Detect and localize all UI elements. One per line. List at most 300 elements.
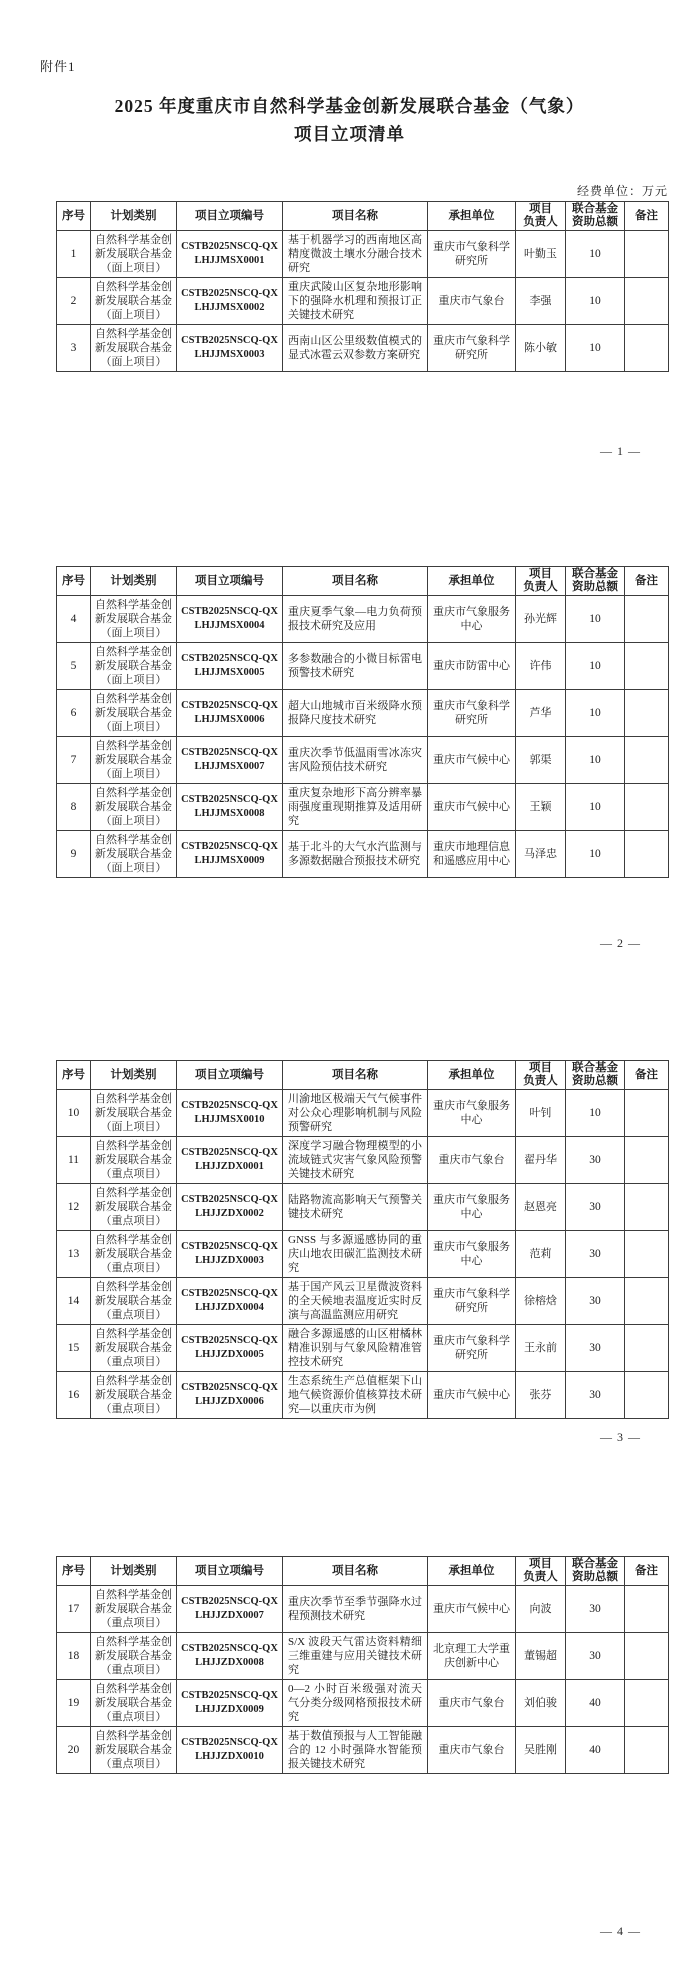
- cell-remark: [625, 784, 669, 831]
- table-row: [57, 1633, 669, 1680]
- cell-undertaking-org: 重庆市气象科学研究所: [428, 1278, 516, 1325]
- category-text: 自然科学基金创新发展联合基金: [95, 1636, 172, 1662]
- table-header-row: [57, 567, 669, 596]
- cell-project-title: 融合多源遥感的山区柑橘林精准识别与气象风险精准管控技术研究: [283, 1325, 428, 1372]
- cell-index: 15: [57, 1325, 91, 1372]
- cell-undertaking-org: 重庆市地理信息和遥感应用中心: [428, 831, 516, 878]
- category-text: 自然科学基金创新发展联合基金: [95, 281, 172, 307]
- cell-project-leader: 范莉: [516, 1231, 566, 1278]
- header-remark: 备注: [625, 567, 669, 596]
- cell-undertaking-org: 重庆市气候中心: [428, 1586, 516, 1633]
- cell-index: 20: [57, 1727, 91, 1774]
- project-code-line2: LHJJMSX0005: [194, 667, 265, 678]
- cell-undertaking-org: 重庆市气象台: [428, 1727, 516, 1774]
- cell-fund-amount: 30: [566, 1325, 625, 1372]
- project-code-line2: LHJJZDX0009: [195, 1704, 264, 1715]
- cell-fund-amount: 10: [566, 784, 625, 831]
- cell-project-leader: 芦华: [516, 690, 566, 737]
- cell-project-title: 基于北斗的大气水汽监测与多源数据融合预报技术研究: [283, 831, 428, 878]
- category-subtype: （面上项目）: [100, 309, 167, 321]
- project-code-line1: CSTB2025NSCQ-QX: [181, 653, 278, 664]
- project-code-line1: CSTB2025NSCQ-QX: [181, 1147, 278, 1158]
- cell-undertaking-org: 重庆市气象服务中心: [428, 1184, 516, 1231]
- cell-fund-amount: 10: [566, 231, 625, 278]
- table-row: [57, 831, 669, 878]
- header-index: 序号: [57, 1061, 91, 1090]
- table-row: [57, 1586, 669, 1633]
- category-text: 自然科学基金创新发展联合基金: [95, 1093, 172, 1119]
- document-title-line1: 2025 年度重庆市自然科学基金创新发展联合基金（气象）: [114, 96, 585, 116]
- header-leader-line2: 负责人: [523, 581, 558, 593]
- header-project-code: 项目立项编号: [177, 1557, 283, 1586]
- cell-remark: [625, 278, 669, 325]
- header-amount-line1: 联合基金: [572, 203, 618, 215]
- category-subtype: （重点项目）: [100, 1356, 167, 1368]
- project-code-line2: LHJJMSX0008: [194, 808, 265, 819]
- cell-remark: [625, 1633, 669, 1680]
- cell-index: 10: [57, 1090, 91, 1137]
- cell-index: 19: [57, 1680, 91, 1727]
- funding-unit-note: 经费单位：万元: [576, 184, 668, 198]
- header-fund-amount: [566, 1557, 625, 1586]
- cell-index: 3: [57, 325, 91, 372]
- category-text: 自然科学基金创新发展联合基金: [95, 599, 172, 625]
- header-undertaking-org: 承担单位: [428, 1557, 516, 1586]
- header-project-code: 项目立项编号: [177, 202, 283, 231]
- header-project-title: 项目名称: [283, 1061, 428, 1090]
- project-code-line1: CSTB2025NSCQ-QX: [181, 1690, 278, 1701]
- cell-fund-amount: 10: [566, 596, 625, 643]
- cell-project-leader: 翟丹华: [516, 1137, 566, 1184]
- header-fund-amount: [566, 567, 625, 596]
- cell-project-title: 基于机器学习的西南地区高精度微波土壤水分融合技术研究: [283, 231, 428, 278]
- cell-project-leader: 叶勤玉: [516, 231, 566, 278]
- header-undertaking-org: 承担单位: [428, 202, 516, 231]
- project-code-line2: LHJJZDX0007: [195, 1610, 264, 1621]
- project-code-line1: CSTB2025NSCQ-QX: [181, 1335, 278, 1346]
- project-code-line2: LHJJMSX0007: [194, 761, 265, 772]
- cell-fund-amount: 10: [566, 831, 625, 878]
- project-code-line1: CSTB2025NSCQ-QX: [181, 1382, 278, 1393]
- cell-undertaking-org: 重庆市气象科学研究所: [428, 1325, 516, 1372]
- cell-project-code: [177, 1184, 283, 1231]
- cell-project-title: 重庆复杂地形下高分辨率暴雨强度重现期推算及适用研究: [283, 784, 428, 831]
- cell-project-title: 基于国产风云卫星微波资料的全天候地表温度近实时反演与高温监测应用研究: [283, 1278, 428, 1325]
- category-subtype: （重点项目）: [100, 1664, 167, 1676]
- page-number-3: — 3 —: [600, 1430, 641, 1444]
- cell-remark: [625, 1680, 669, 1727]
- cell-remark: [625, 1137, 669, 1184]
- table-row: [57, 784, 669, 831]
- project-code-line2: LHJJMSX0003: [194, 349, 265, 360]
- category-text: 自然科学基金创新发展联合基金: [95, 740, 172, 766]
- header-amount-line1: 联合基金: [572, 568, 618, 580]
- cell-project-leader: 张芬: [516, 1372, 566, 1419]
- category-subtype: （面上项目）: [100, 356, 167, 368]
- category-text: 自然科学基金创新发展联合基金: [95, 1589, 172, 1615]
- project-code-line1: CSTB2025NSCQ-QX: [181, 241, 278, 252]
- cell-undertaking-org: 重庆市气象台: [428, 278, 516, 325]
- cell-index: 4: [57, 596, 91, 643]
- header-leader-line2: 负责人: [523, 1075, 558, 1087]
- project-code-line1: CSTB2025NSCQ-QX: [181, 747, 278, 758]
- cell-plan-category: [91, 643, 177, 690]
- header-index: 序号: [57, 567, 91, 596]
- cell-plan-category: [91, 231, 177, 278]
- header-project-title: 项目名称: [283, 567, 428, 596]
- cell-project-code: [177, 690, 283, 737]
- cell-fund-amount: 30: [566, 1633, 625, 1680]
- category-text: 自然科学基金创新发展联合基金: [95, 1683, 172, 1709]
- cell-index: 16: [57, 1372, 91, 1419]
- cell-plan-category: [91, 1278, 177, 1325]
- table-row: [57, 596, 669, 643]
- cell-project-leader: 郭渠: [516, 737, 566, 784]
- document-title-line2: 项目立项清单: [294, 124, 405, 144]
- cell-fund-amount: 10: [566, 325, 625, 372]
- cell-project-code: [177, 596, 283, 643]
- project-table: [56, 566, 669, 878]
- table-row: [57, 1184, 669, 1231]
- cell-remark: [625, 325, 669, 372]
- project-table-page-3: [56, 1060, 670, 1419]
- cell-project-code: [177, 1633, 283, 1680]
- table-row: [57, 325, 669, 372]
- category-subtype: （重点项目）: [100, 1215, 167, 1227]
- header-amount-line1: 联合基金: [572, 1558, 618, 1570]
- cell-project-leader: 徐榕焓: [516, 1278, 566, 1325]
- category-subtype: （面上项目）: [100, 627, 167, 639]
- cell-index: 1: [57, 231, 91, 278]
- table-row: [57, 1680, 669, 1727]
- header-project-title: 项目名称: [283, 202, 428, 231]
- cell-remark: [625, 1090, 669, 1137]
- cell-project-title: 深度学习融合物理模型的小流域链式灾害气象风险预警关键技术研究: [283, 1137, 428, 1184]
- category-subtype: （面上项目）: [100, 721, 167, 733]
- header-project-code: 项目立项编号: [177, 567, 283, 596]
- cell-project-leader: 王永前: [516, 1325, 566, 1372]
- cell-fund-amount: 10: [566, 1090, 625, 1137]
- header-index: 序号: [57, 1557, 91, 1586]
- category-text: 自然科学基金创新发展联合基金: [95, 1140, 172, 1166]
- project-code-line2: LHJJMSX0009: [194, 855, 265, 866]
- cell-project-title: 川渝地区极端天气气候事件对公众心理影响机制与风险预警研究: [283, 1090, 428, 1137]
- cell-index: 11: [57, 1137, 91, 1184]
- cell-project-leader: 马泽忠: [516, 831, 566, 878]
- cell-project-leader: 王颖: [516, 784, 566, 831]
- cell-undertaking-org: 重庆市气象服务中心: [428, 1090, 516, 1137]
- project-code-line1: CSTB2025NSCQ-QX: [181, 794, 278, 805]
- cell-fund-amount: 30: [566, 1586, 625, 1633]
- project-code-line2: LHJJMSX0004: [194, 620, 265, 631]
- cell-project-title: 重庆夏季气象—电力负荷预报技术研究及应用: [283, 596, 428, 643]
- header-fund-amount: [566, 202, 625, 231]
- cell-project-code: [177, 325, 283, 372]
- cell-project-title: 重庆次季节低温雨雪冰冻灾害风险预估技术研究: [283, 737, 428, 784]
- table-row: [57, 1372, 669, 1419]
- document-title: [0, 92, 699, 148]
- category-text: 自然科学基金创新发展联合基金: [95, 1730, 172, 1756]
- cell-project-leader: 陈小敏: [516, 325, 566, 372]
- cell-plan-category: [91, 1184, 177, 1231]
- header-project-leader: [516, 1061, 566, 1090]
- cell-project-title: 基于数值预报与人工智能融合的 12 小时强降水智能预报关键技术研究: [283, 1727, 428, 1774]
- table-row: [57, 1231, 669, 1278]
- cell-fund-amount: 30: [566, 1278, 625, 1325]
- table-row: [57, 1090, 669, 1137]
- project-code-line2: LHJJZDX0001: [195, 1161, 264, 1172]
- cell-fund-amount: 40: [566, 1680, 625, 1727]
- table-header-row: [57, 202, 669, 231]
- table-row: [57, 690, 669, 737]
- header-index: 序号: [57, 202, 91, 231]
- header-leader-line1: 项目: [529, 568, 552, 580]
- cell-index: 17: [57, 1586, 91, 1633]
- project-code-line2: LHJJZDX0008: [195, 1657, 264, 1668]
- cell-plan-category: [91, 1137, 177, 1184]
- project-code-line1: CSTB2025NSCQ-QX: [181, 700, 278, 711]
- header-amount-line2: 资助总额: [572, 581, 618, 593]
- project-table-page-4: [56, 1556, 670, 1774]
- attachment-label: 附件1: [40, 59, 76, 74]
- category-text: 自然科学基金创新发展联合基金: [95, 693, 172, 719]
- category-subtype: （面上项目）: [100, 862, 167, 874]
- project-table: [56, 201, 669, 372]
- category-subtype: （重点项目）: [100, 1403, 167, 1415]
- cell-plan-category: [91, 1231, 177, 1278]
- category-subtype: （面上项目）: [100, 815, 167, 827]
- cell-fund-amount: 10: [566, 643, 625, 690]
- header-plan-category: 计划类别: [91, 567, 177, 596]
- header-remark: 备注: [625, 1557, 669, 1586]
- cell-index: 6: [57, 690, 91, 737]
- cell-remark: [625, 1727, 669, 1774]
- cell-fund-amount: 10: [566, 690, 625, 737]
- category-text: 自然科学基金创新发展联合基金: [95, 1281, 172, 1307]
- category-subtype: （重点项目）: [100, 1758, 167, 1770]
- header-amount-line2: 资助总额: [572, 1571, 618, 1583]
- cell-undertaking-org: 重庆市气象科学研究所: [428, 231, 516, 278]
- table-row: [57, 278, 669, 325]
- cell-remark: [625, 643, 669, 690]
- cell-project-leader: 叶钊: [516, 1090, 566, 1137]
- cell-index: 13: [57, 1231, 91, 1278]
- cell-undertaking-org: 重庆市气候中心: [428, 1372, 516, 1419]
- header-amount-line2: 资助总额: [572, 1075, 618, 1087]
- cell-undertaking-org: 北京理工大学重庆创新中心: [428, 1633, 516, 1680]
- cell-project-code: [177, 278, 283, 325]
- category-text: 自然科学基金创新发展联合基金: [95, 646, 172, 672]
- cell-project-leader: 赵恩亮: [516, 1184, 566, 1231]
- category-subtype: （重点项目）: [100, 1168, 167, 1180]
- cell-project-leader: 向波: [516, 1586, 566, 1633]
- category-subtype: （面上项目）: [100, 1121, 167, 1133]
- cell-plan-category: [91, 784, 177, 831]
- cell-project-leader: 许伟: [516, 643, 566, 690]
- page-number-2: — 2 —: [600, 936, 641, 950]
- project-code-line1: CSTB2025NSCQ-QX: [181, 1194, 278, 1205]
- project-code-line2: LHJJZDX0010: [195, 1751, 264, 1762]
- cell-plan-category: [91, 1633, 177, 1680]
- project-code-line2: LHJJMSX0001: [194, 255, 265, 266]
- category-subtype: （重点项目）: [100, 1711, 167, 1723]
- cell-undertaking-org: 重庆市气象台: [428, 1680, 516, 1727]
- cell-index: 14: [57, 1278, 91, 1325]
- table-header-row: [57, 1557, 669, 1586]
- cell-project-code: [177, 1680, 283, 1727]
- cell-project-code: [177, 831, 283, 878]
- header-leader-line2: 负责人: [523, 216, 558, 228]
- cell-project-title: 西南山区公里级数值模式的显式冰雹云双参数方案研究: [283, 325, 428, 372]
- cell-project-title: S/X 波段天气雷达资料精细三维重建与应用关键技术研究: [283, 1633, 428, 1680]
- cell-remark: [625, 1278, 669, 1325]
- cell-project-leader: 孙光辉: [516, 596, 566, 643]
- table-header-row: [57, 1061, 669, 1090]
- cell-project-title: 多参数融合的小微目标雷电预警技术研究: [283, 643, 428, 690]
- cell-project-leader: 董锡超: [516, 1633, 566, 1680]
- project-code-line1: CSTB2025NSCQ-QX: [181, 606, 278, 617]
- project-code-line1: CSTB2025NSCQ-QX: [181, 1100, 278, 1111]
- project-code-line2: LHJJMSX0010: [194, 1114, 265, 1125]
- page-number-4: — 4 —: [600, 1924, 641, 1938]
- project-table: [56, 1556, 669, 1774]
- cell-undertaking-org: 重庆市气象科学研究所: [428, 690, 516, 737]
- project-code-line1: CSTB2025NSCQ-QX: [181, 335, 278, 346]
- header-leader-line2: 负责人: [523, 1571, 558, 1583]
- category-subtype: （重点项目）: [100, 1309, 167, 1321]
- category-subtype: （面上项目）: [100, 768, 167, 780]
- cell-remark: [625, 1231, 669, 1278]
- cell-project-leader: 刘伯骏: [516, 1680, 566, 1727]
- cell-project-code: [177, 643, 283, 690]
- cell-fund-amount: 10: [566, 278, 625, 325]
- project-code-line2: LHJJMSX0006: [194, 714, 265, 725]
- header-amount-line2: 资助总额: [572, 216, 618, 228]
- cell-plan-category: [91, 1680, 177, 1727]
- project-code-line1: CSTB2025NSCQ-QX: [181, 1596, 278, 1607]
- cell-index: 8: [57, 784, 91, 831]
- header-project-leader: [516, 202, 566, 231]
- header-undertaking-org: 承担单位: [428, 1061, 516, 1090]
- project-code-line1: CSTB2025NSCQ-QX: [181, 841, 278, 852]
- cell-project-title: 重庆武陵山区复杂地形影响下的强降水机理和预报订正关键技术研究: [283, 278, 428, 325]
- table-row: [57, 643, 669, 690]
- cell-remark: [625, 1586, 669, 1633]
- page-number-1: — 1 —: [600, 444, 641, 458]
- header-fund-amount: [566, 1061, 625, 1090]
- header-plan-category: 计划类别: [91, 202, 177, 231]
- cell-index: 18: [57, 1633, 91, 1680]
- cell-project-title: GNSS 与多源遥感协同的重庆山地农田碳汇监测技术研究: [283, 1231, 428, 1278]
- cell-plan-category: [91, 1090, 177, 1137]
- cell-plan-category: [91, 1372, 177, 1419]
- header-amount-line1: 联合基金: [572, 1062, 618, 1074]
- header-project-title: 项目名称: [283, 1557, 428, 1586]
- project-code-line1: CSTB2025NSCQ-QX: [181, 288, 278, 299]
- cell-remark: [625, 737, 669, 784]
- cell-project-code: [177, 1278, 283, 1325]
- cell-plan-category: [91, 737, 177, 784]
- project-code-line2: LHJJZDX0006: [195, 1396, 264, 1407]
- cell-remark: [625, 831, 669, 878]
- header-plan-category: 计划类别: [91, 1557, 177, 1586]
- cell-index: 9: [57, 831, 91, 878]
- cell-fund-amount: 40: [566, 1727, 625, 1774]
- project-code-line1: CSTB2025NSCQ-QX: [181, 1643, 278, 1654]
- project-code-line2: LHJJMSX0002: [194, 302, 265, 313]
- cell-project-code: [177, 1586, 283, 1633]
- category-text: 自然科学基金创新发展联合基金: [95, 1187, 172, 1213]
- cell-project-code: [177, 1090, 283, 1137]
- project-code-line2: LHJJZDX0003: [195, 1255, 264, 1266]
- cell-plan-category: [91, 831, 177, 878]
- project-code-line1: CSTB2025NSCQ-QX: [181, 1288, 278, 1299]
- project-code-line1: CSTB2025NSCQ-QX: [181, 1737, 278, 1748]
- project-code-line2: LHJJZDX0002: [195, 1208, 264, 1219]
- cell-undertaking-org: 重庆市气候中心: [428, 737, 516, 784]
- category-text: 自然科学基金创新发展联合基金: [95, 787, 172, 813]
- header-undertaking-org: 承担单位: [428, 567, 516, 596]
- cell-plan-category: [91, 1325, 177, 1372]
- cell-plan-category: [91, 278, 177, 325]
- header-leader-line1: 项目: [529, 1062, 552, 1074]
- cell-index: 12: [57, 1184, 91, 1231]
- header-remark: 备注: [625, 1061, 669, 1090]
- cell-project-code: [177, 737, 283, 784]
- project-table-page-1: [56, 201, 670, 372]
- category-text: 自然科学基金创新发展联合基金: [95, 1375, 172, 1401]
- cell-project-title: 陆路物流高影响天气预警关键技术研究: [283, 1184, 428, 1231]
- cell-remark: [625, 690, 669, 737]
- cell-fund-amount: 30: [566, 1184, 625, 1231]
- cell-undertaking-org: 重庆市防雷中心: [428, 643, 516, 690]
- category-subtype: （重点项目）: [100, 1262, 167, 1274]
- category-text: 自然科学基金创新发展联合基金: [95, 234, 172, 260]
- category-text: 自然科学基金创新发展联合基金: [95, 1328, 172, 1354]
- cell-fund-amount: 30: [566, 1137, 625, 1184]
- cell-project-title: 0—2 小时百米级强对流天气分类分级网格预报技术研究: [283, 1680, 428, 1727]
- cell-project-code: [177, 1231, 283, 1278]
- project-code-line1: CSTB2025NSCQ-QX: [181, 1241, 278, 1252]
- cell-undertaking-org: 重庆市气象服务中心: [428, 1231, 516, 1278]
- category-text: 自然科学基金创新发展联合基金: [95, 834, 172, 860]
- cell-project-code: [177, 231, 283, 278]
- cell-plan-category: [91, 1727, 177, 1774]
- cell-undertaking-org: 重庆市气象台: [428, 1137, 516, 1184]
- cell-remark: [625, 1325, 669, 1372]
- cell-project-code: [177, 1372, 283, 1419]
- cell-plan-category: [91, 596, 177, 643]
- cell-project-leader: 吴胜刚: [516, 1727, 566, 1774]
- table-row: [57, 1278, 669, 1325]
- table-row: [57, 1325, 669, 1372]
- header-remark: 备注: [625, 202, 669, 231]
- category-subtype: （重点项目）: [100, 1617, 167, 1629]
- cell-index: 2: [57, 278, 91, 325]
- project-table-page-2: [56, 566, 670, 878]
- category-text: 自然科学基金创新发展联合基金: [95, 1234, 172, 1260]
- cell-fund-amount: 10: [566, 737, 625, 784]
- header-project-code: 项目立项编号: [177, 1061, 283, 1090]
- header-plan-category: 计划类别: [91, 1061, 177, 1090]
- header-project-leader: [516, 567, 566, 596]
- cell-remark: [625, 1372, 669, 1419]
- cell-undertaking-org: 重庆市气候中心: [428, 784, 516, 831]
- cell-index: 5: [57, 643, 91, 690]
- cell-remark: [625, 596, 669, 643]
- cell-remark: [625, 231, 669, 278]
- cell-plan-category: [91, 1586, 177, 1633]
